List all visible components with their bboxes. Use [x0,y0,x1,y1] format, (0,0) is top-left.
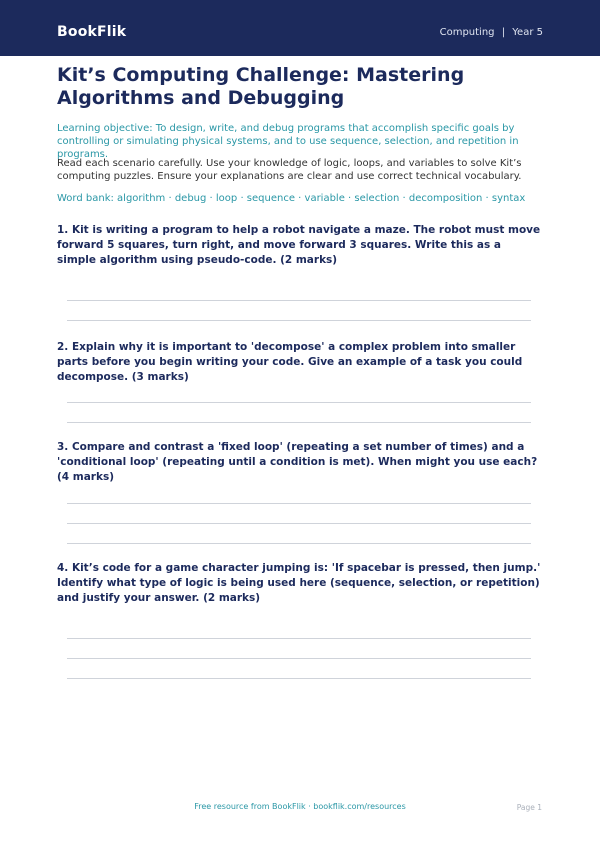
subject-label: Computing [439,27,495,38]
header-meta [440,26,543,40]
answer-line[interactable] [67,523,531,524]
question-4: 4. Kit’s code for a game character jumping is: 'If spacebar is pressed, then jump.' Identify what type of logic is being used here (sequence, selection, or repetition) and justify your answer. (2 marks) [57,562,541,604]
worksheet-title: Kit’s Computing Challenge: Mastering Algorithms and Debugging [57,64,465,109]
answer-line[interactable] [67,402,531,403]
answer-line[interactable] [67,658,531,659]
answer-line[interactable] [67,543,531,544]
word-bank: Word bank: algorithm · debug · loop · sequence · variable · selection · decomposition · syntax [57,193,526,204]
question-1: 1. Kit is writing a program to help a robot navigate a maze. The robot must move forward 5 squares, turn right, and move forward 3 squares. Write this as a simple algorithm using pseudo-code. (2 marks) [57,224,541,266]
header-separator: | [501,27,506,38]
answer-line[interactable] [67,678,531,679]
answer-line[interactable] [67,422,531,423]
answer-line[interactable] [67,300,531,301]
answer-line[interactable] [67,638,531,639]
answer-line[interactable] [67,503,531,504]
answer-line[interactable] [67,320,531,321]
page-number: Page 1 [516,803,542,812]
learning-objective: Learning objective: To design, write, and debug programs that accomplish specific goals by controlling or simulating physical systems, and to use sequence, selection, and repetition in programs. [57,123,519,160]
footer-resource-link[interactable]: Free resource from BookFlik · bookflik.com/resources [194,802,406,811]
question-2: 2. Explain why it is important to 'decompose' a complex problem into smaller parts before you begin writing your code. Give an example of a task you could decompose. (3 marks) [57,341,523,383]
header-bar [0,0,600,56]
brand-logo[interactable]: BookFlik [57,24,127,40]
question-3: 3. Compare and contrast a 'fixed loop' (repeating a set number of times) and a 'conditional loop' (repeating until a condition is met). When might you use each? (4 marks) [57,441,538,483]
instructions-text: Read each scenario carefully. Use your knowledge of logic, loops, and variables to solve Kit’s computing puzzles. Ensure your explanations are clear and use correct technical vocabulary. [57,158,522,182]
year-label: Year 5 [512,27,543,38]
